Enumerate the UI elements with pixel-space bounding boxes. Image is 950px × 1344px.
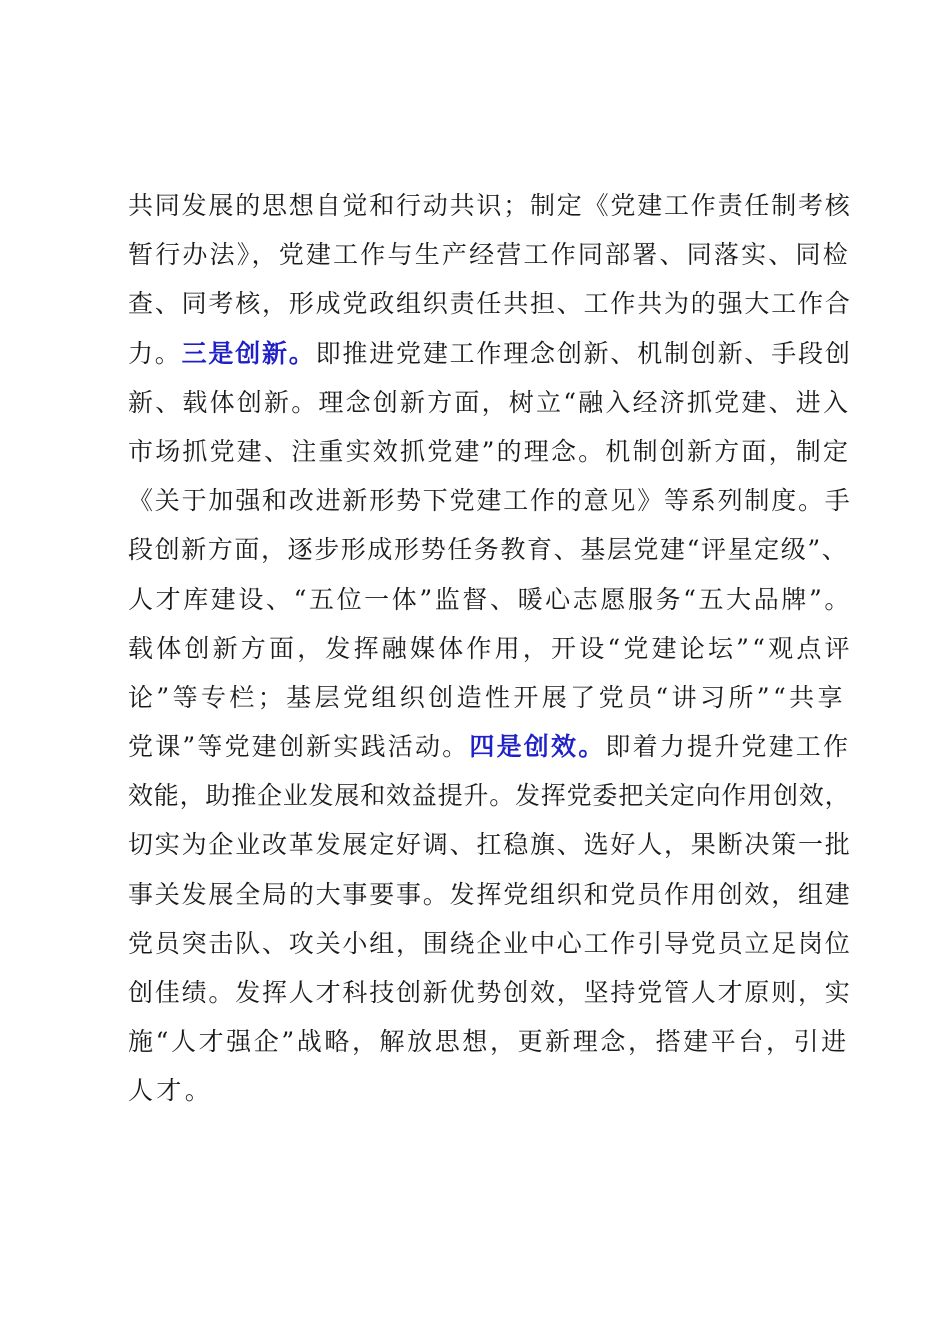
text-segment: 力。 (128, 338, 182, 368)
text-line (128, 1066, 833, 1115)
text-line (128, 771, 851, 820)
highlighted-heading: 四是创效。 (469, 732, 606, 762)
text-segment: 暂行办法》，党建工作与生产经营工作同部署、同落实、同检 (128, 240, 850, 270)
text-segment: 人才。 (128, 1076, 214, 1106)
text-line (128, 181, 852, 230)
text-line (128, 624, 853, 673)
text-line (128, 378, 851, 427)
text-line (128, 673, 846, 722)
text-segment: 查、同考核，形成党政组织责任共担、工作共为的强大工作合 (128, 289, 852, 319)
text-segment: 施“人才强企”战略，解放思想，更新理念，搭建平台，引进 (128, 1027, 849, 1057)
text-line (128, 230, 850, 279)
text-segment: 效能，助推企业发展和效益提升。发挥党委把关定向作用创效， (128, 781, 851, 811)
text-segment: 切实为企业改革发展定好调、扛稳旗、选好人，果断决策一批 (128, 830, 852, 860)
text-line (128, 1017, 849, 1066)
text-line (128, 476, 852, 525)
text-segment: 人才库建设、“五位一体”监督、暖心志愿服务“五大品牌”。 (128, 584, 852, 614)
text-segment: 创佳绩。发挥人才科技创新优势创效，坚持党管人才原则，实 (128, 978, 852, 1007)
text-line (128, 427, 851, 476)
text-segment: 载体创新方面，发挥融媒体作用，开设“党建论坛”“观点评 (128, 633, 853, 663)
text-line (128, 279, 852, 328)
text-segment: 事关发展全局的大事要事。发挥党组织和党员作用创效，组建 (128, 879, 852, 909)
text-line (128, 329, 852, 378)
text-segment: 《关于加强和改进新形势下党建工作的意见》等系列制度。手 (128, 486, 852, 516)
text-segment: 段创新方面，逐步形成形势任务教育、基层党建“评星定级”、 (128, 535, 849, 565)
text-line (128, 968, 852, 1017)
text-segment: 新、载体创新。理念创新方面，树立“融入经济抓党建、进入 (128, 387, 851, 417)
text-line (128, 870, 852, 919)
text-line (128, 575, 852, 624)
text-segment: 论”等专栏；基层党组织创造性开展了党员“讲习所”“共享 (128, 682, 846, 712)
text-line (128, 820, 852, 869)
text-segment: 党课”等党建创新实践活动。 (128, 732, 470, 762)
text-line (128, 525, 849, 574)
text-segment: 党员突击队、攻关小组，围绕企业中心工作引导党员立足岗位 (128, 928, 852, 958)
text-segment: 市场抓党建、注重实效抓党建”的理念。机制创新方面，制定 (128, 436, 851, 466)
text-line (128, 722, 851, 771)
text-segment: 即着力提升党建工作 (605, 732, 851, 762)
body-paragraph (128, 181, 853, 1116)
highlighted-heading: 三是创新。 (181, 338, 316, 368)
text-line (128, 919, 852, 968)
text-segment: 共同发展的思想自觉和行动共识；制定《党建工作责任制考核 (128, 191, 852, 220)
text-segment: 即推进党建工作理念创新、机制创新、手段创 (315, 338, 852, 368)
